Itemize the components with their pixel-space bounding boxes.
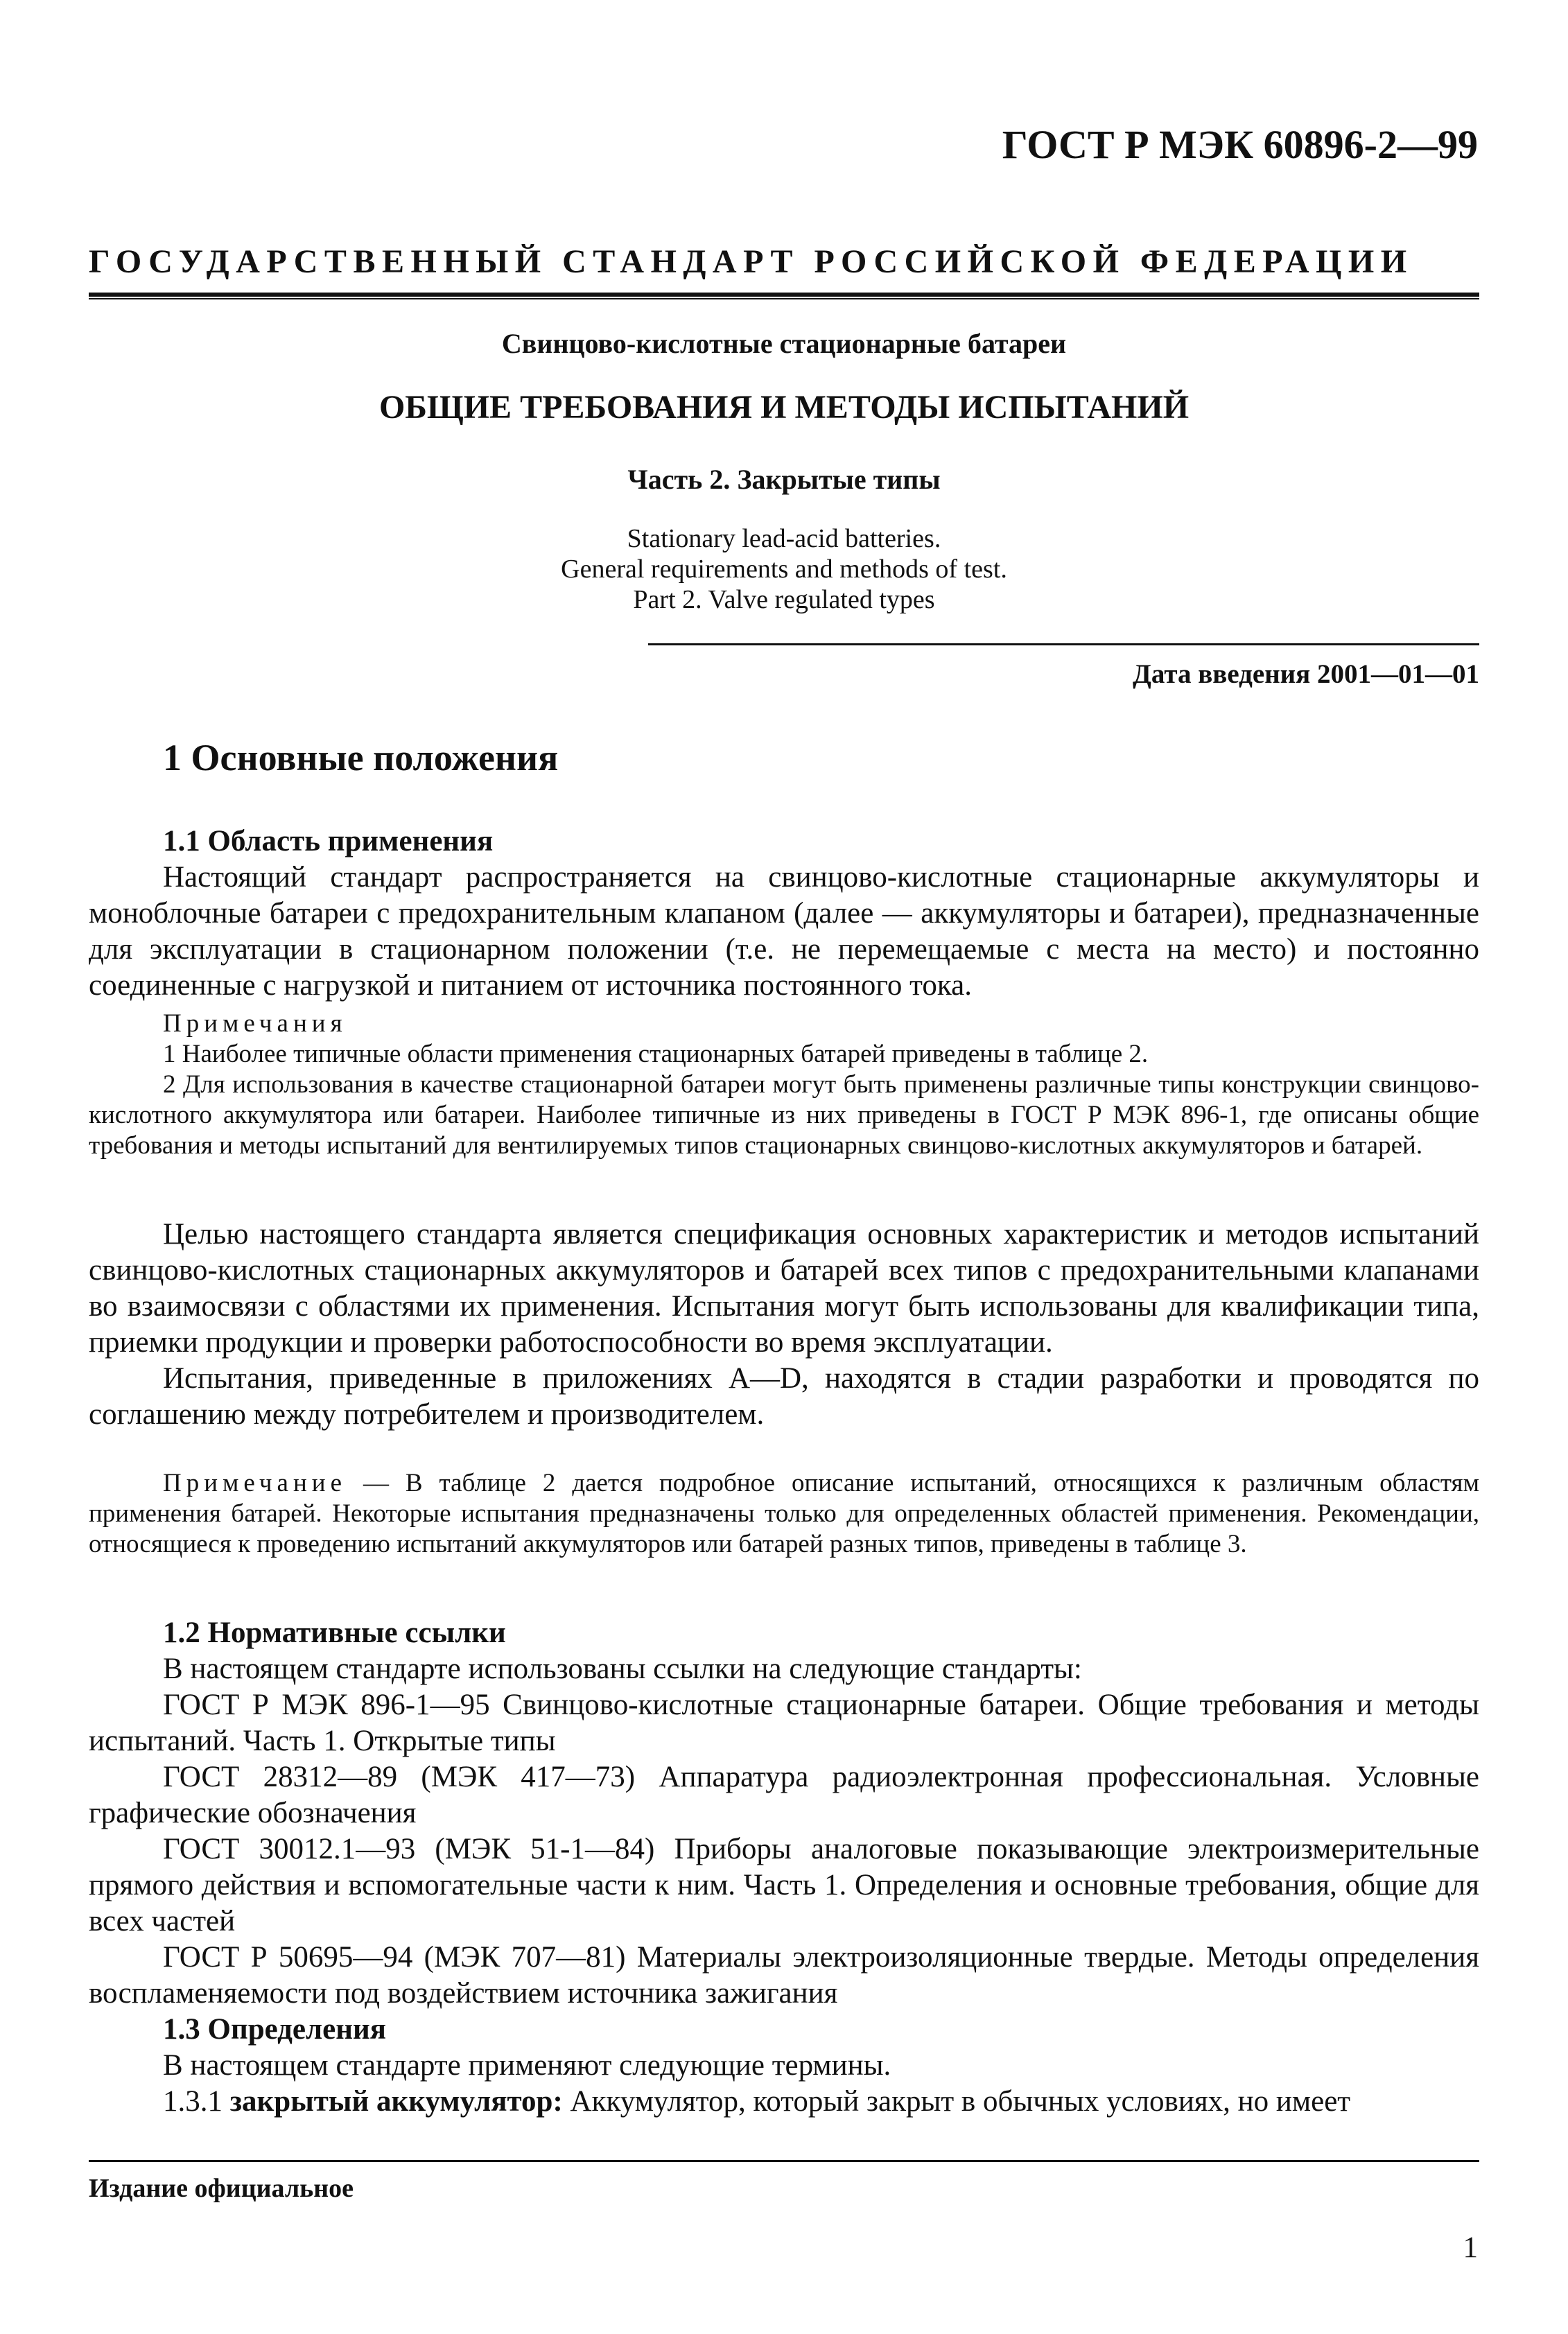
title-subject: Свинцово-кислотные стационарные батареи [501,328,1067,359]
footer-rule [89,2160,1479,2162]
paragraph: В настоящем стандарте применяют следующие термины. [163,2049,891,2082]
document-number: ГОСТ Р МЭК 60896-2—99 [1002,122,1478,167]
introduction-date: Дата введения 2001—01—01 [1133,659,1479,689]
section-heading: 1 Основные положения [163,737,559,778]
definition-item [89,2084,1479,2120]
reference-item: ГОСТ 30012.1—93 (МЭК 51-1—84) Приборы аналоговые показывающие электроизмерительные прямого действия и вспомогательные части к ним. Часть 1. Определения и основные требования, общие для всех частей [89,1833,1479,1937]
title-english-line: Stationary lead-acid batteries. [627,524,941,553]
title-main: ОБЩИЕ ТРЕБОВАНИЯ И МЕТОДЫ ИСПЫТАНИЙ [378,389,1190,426]
reference-item: ГОСТ Р 50695—94 (МЭК 707—81) Материалы электроизоляционные твердые. Методы определения воспламеняемости под воздействием источника зажигания [89,1941,1479,2010]
title-english-line: Part 2. Valve regulated types [633,585,935,614]
edition-label: Издание официальное [89,2174,354,2203]
subsection-heading: 1.2 Нормативные ссылки [163,1617,506,1649]
reference-item: ГОСТ 28312—89 (МЭК 417—73) Аппаратура радиоэлектронная профессиональная. Условные графические обозначения [89,1761,1479,1829]
definition-number: 1.3.1 [163,2085,230,2118]
header-rule-thick [89,293,1479,297]
definition-text: Аккумулятор, который закрыт в обычных условиях, но имеет [562,2085,1351,2118]
paragraph: В настоящем стандарте использованы ссылки на следующие стандарты: [163,1653,1082,1685]
reference-item: ГОСТ Р МЭК 896-1—95 Свинцово-кислотные стационарные батареи. Общие требования и методы испытаний. Часть 1. Открытые типы [89,1689,1479,1757]
note-text: — В таблице 2 дается подробное описание испытаний, относящихся к различным областям применения батарей. Некоторые испытания предназначены только для определенных областей применения. Рекомендации, относящиеся к проведению испытаний аккумуляторов или батарей разных типов, приведены в таблице 3. [89,1469,1479,1558]
notes-block [89,1009,1479,1161]
note-block [89,1468,1479,1560]
definition-term: закрытый аккумулятор: [229,2085,563,2118]
section-1-1-continued [89,1217,1479,1433]
subsection-heading: 1.1 Область применения [163,825,494,857]
paragraph: Целью настоящего стандарта является спецификация основных характеристик и методов испытаний свинцово-кислотных стационарных аккумуляторов и батарей всех типов с предохранительными клапанами во взаимосвязи с областями их применения. Испытания могут быть использованы для квалификации типа, приемки продукции и проверки работоспособности во время эксплуатации. [89,1218,1479,1359]
subsection-heading: 1.3 Определения [163,2013,387,2046]
paragraph: Настоящий стандарт распространяется на свинцово-кислотные стационарные аккумуляторы и моноблочные батареи с предохранительным клапаном (далее — аккумуляторы и батареи), предназначенные для эксплуатации в стационарном положении (т.е. не перемещаемые с места на место) и постоянно соединенные с нагрузкой и питанием от источника постоянного тока. [89,861,1479,1002]
title-part: Часть 2. Закрытые типы [627,464,941,495]
title-rule [648,643,1479,645]
header-rule-thin [89,298,1479,299]
section-1-1 [89,824,1479,1004]
standard-header: ГОСУДАРСТВЕННЫЙ СТАНДАРТ РОССИЙСКОЙ ФЕДЕРАЦИИ [89,243,1413,280]
section-1-2 [89,1615,1479,2120]
note-label: Примечание [163,1469,347,1497]
note-item: 2 Для использования в качестве стационарной батареи могут быть применены различные типы конструкции свинцово-кислотного аккумулятора или батареи. Наиболее типичные из них приведены в ГОСТ Р МЭК 896-1, где описаны общие требования и методы испытаний для вентилируемых типов стационарных свинцово-кислотных аккумуляторов и батарей. [89,1070,1479,1160]
title-english-line: General requirements and methods of test. [561,555,1007,584]
note-item: 1 Наиболее типичные области применения стационарных батарей приведены в таблице 2. [163,1040,1149,1068]
paragraph: Испытания, приведенные в приложениях A—D, находятся в стадии разработки и проводятся по соглашению между потребителем и производителем. [89,1362,1479,1431]
notes-label: Примечания [163,1009,347,1038]
page-number: 1 [1463,2231,1478,2264]
title-english [89,523,1479,615]
note-item [89,1468,1479,1560]
